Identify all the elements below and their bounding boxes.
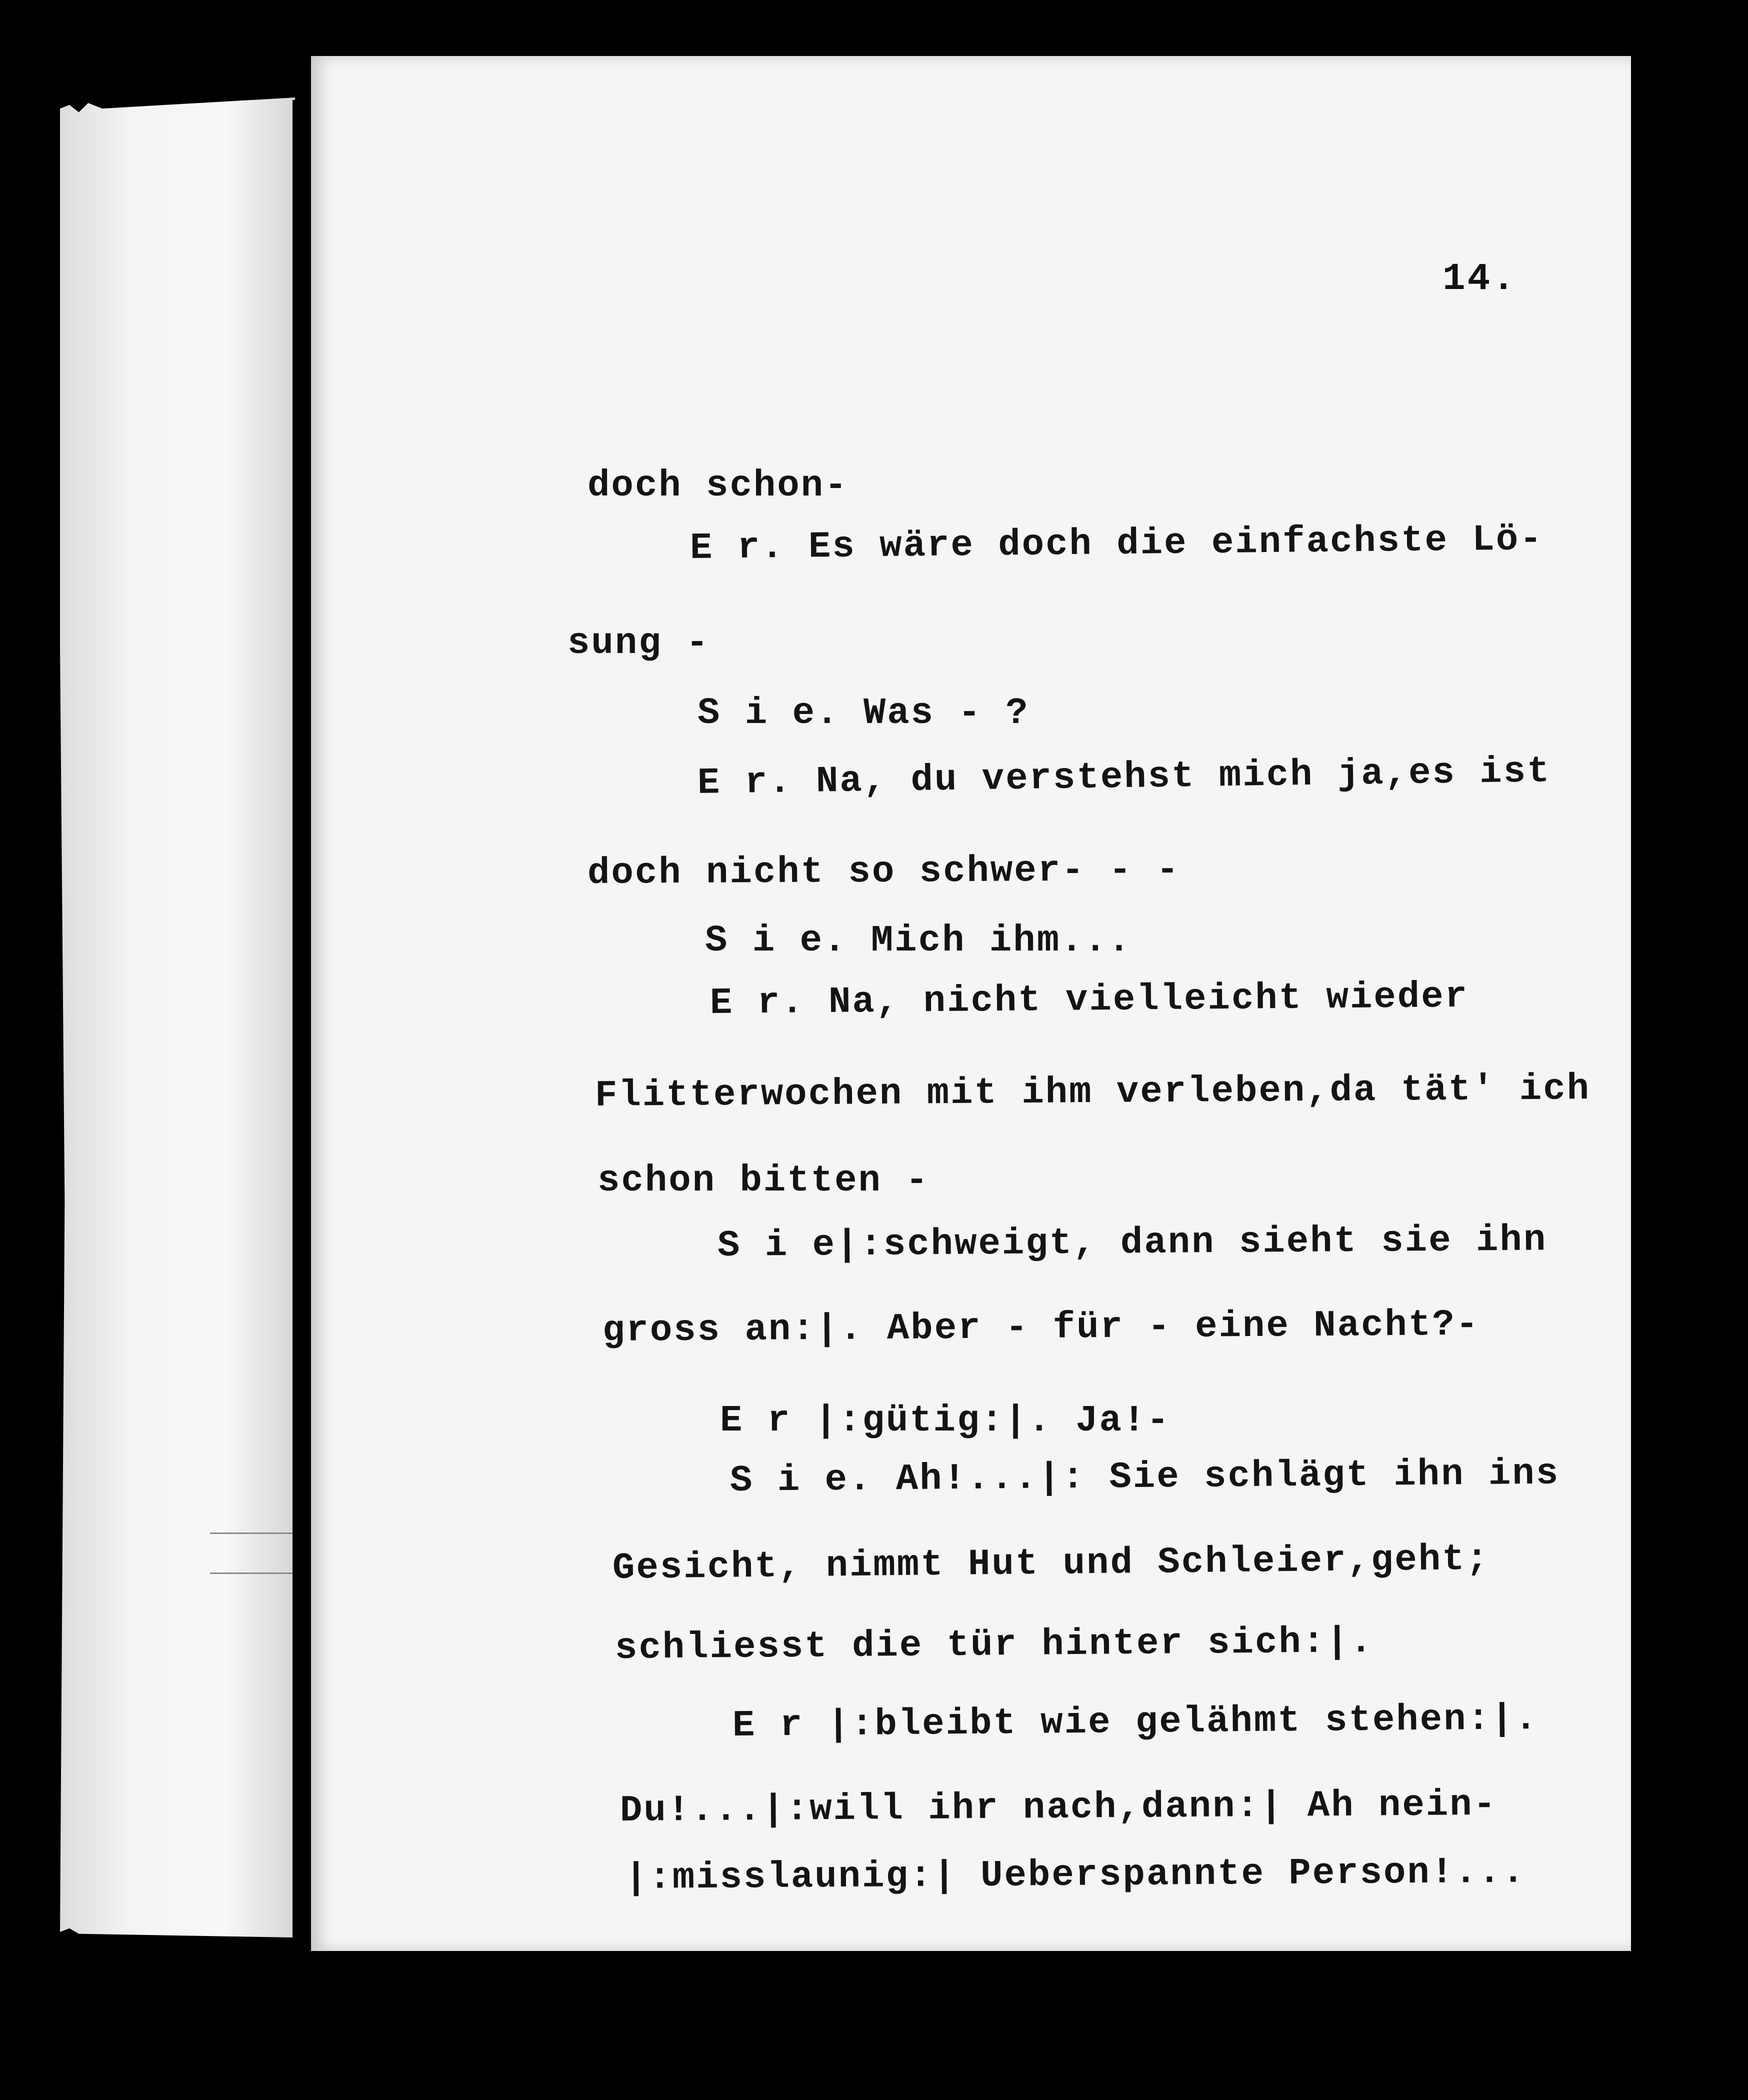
text-line: gross an:|. Aber - für - eine Nacht?- — [602, 1304, 1480, 1352]
text-line: E r. Na, du verstehst mich ja,es ist — [697, 750, 1552, 804]
text-line: sung - — [568, 622, 710, 664]
text-line: doch nicht so schwer- - - — [587, 849, 1180, 894]
text-line: S i e|:schweigt, dann sieht sie ihn — [717, 1219, 1548, 1267]
text-line: schon bitten - — [598, 1160, 930, 1202]
page-number: 14. — [1442, 258, 1517, 300]
text-line: |:misslaunig:| Ueberspannte Person!... — [624, 1851, 1526, 1900]
left-page-edge — [60, 98, 295, 1938]
text-line: doch schon- — [588, 465, 848, 507]
text-line: E r. Na, nicht vielleicht wieder — [710, 976, 1469, 1024]
text-line: S i e. Was - ? — [698, 692, 1030, 734]
text-line: E r. Es wäre doch die einfachste Lö- — [690, 518, 1544, 570]
text-line: S i e. Ah!...|: Sie schlägt ihn ins — [730, 1452, 1560, 1502]
text-line: Gesicht, nimmt Hut und Schleier,geht; — [612, 1538, 1490, 1590]
page-binding-gutter — [292, 100, 312, 1945]
text-line: S i e. Mich ihm... — [705, 920, 1132, 962]
text-line: E r |:bleibt wie gelähmt stehen:|. — [732, 1698, 1539, 1747]
text-line: schliesst die tür hinter sich:|. — [614, 1620, 1374, 1670]
text-line: Du!...|:will ihr nach,dann:| Ah nein- — [620, 1784, 1498, 1832]
text-line: Flitterwochen mit ihm verleben,da tät' ich — [594, 1068, 1591, 1117]
text-line: E r |:gütig:|. Ja!- — [720, 1400, 1170, 1442]
